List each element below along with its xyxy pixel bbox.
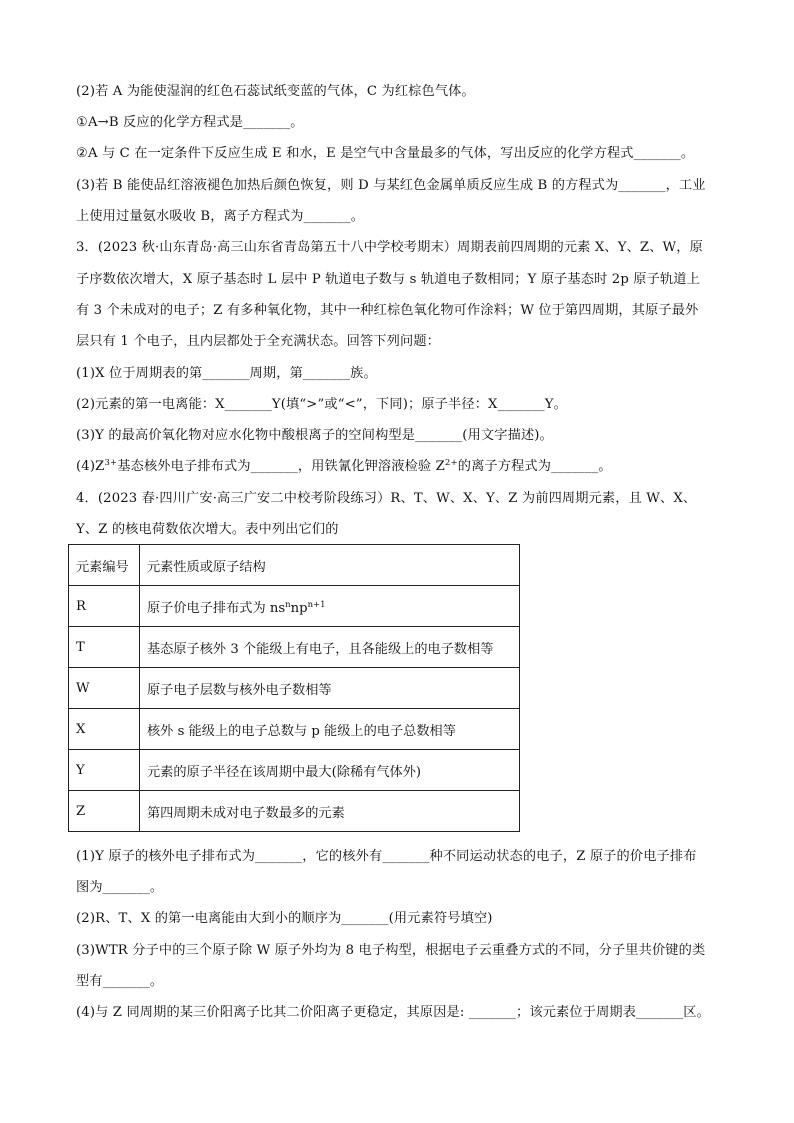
table-row — [69, 750, 520, 791]
question-3-stem-line3: 有 3 个未成对的电子；Z 有多种氧化物，其中一种红棕色氧化物可作涂料；W 位于第四周期，其原子最外 — [76, 303, 699, 318]
question-4-stem-line2: Y、Z 的核电荷数依次增大。表中列出它们的 — [76, 522, 339, 537]
element-id: Y — [69, 750, 140, 791]
r-sup-n-plus-1: n+1 — [307, 599, 326, 610]
element-property: 原子电子层数与核外电子数相等 — [140, 668, 520, 709]
part4-text-a: (4)Z — [76, 459, 105, 474]
element-id: R — [69, 586, 140, 627]
header-element-id: 元素编号 — [69, 545, 140, 586]
question-2-2-part1: ①A→B 反应的化学方程式是_______。 — [76, 115, 304, 130]
question-4-stem-line1: 4．(2023 春·四川广安·高三广安二中校考阶段练习）R、T、W、X、Y、Z 为前四周期元素，且 W、X、 — [76, 491, 697, 506]
table-row — [69, 791, 520, 832]
r-sup-n: n — [285, 599, 291, 610]
question-4-part3-line2: 型有_______。 — [76, 974, 164, 989]
element-property: 元素的原子半径在该周期中最大(除稀有气体外) — [140, 750, 520, 791]
element-id: W — [69, 668, 140, 709]
question-4-part2: (2)R、T、X 的第一电离能由大到小的顺序为_______(用元素符号填空) — [76, 911, 493, 926]
element-property — [140, 586, 520, 627]
element-property: 基态原子核外 3 个能级上有电子，且各能级上的电子数相等 — [140, 627, 520, 668]
question-3-stem-line2: 子序数依次增大，X 原子基态时 L 层中 P 轨道电子数与 s 轨道电子数相同；Y 原子基态时 2p 原子轨道上 — [76, 272, 700, 287]
part4-text-c: 的离子方程式为_______。 — [457, 459, 612, 474]
part4-text-b: 基态核外电子排布式为_______，用铁氰化钾溶液检验 Z — [117, 459, 445, 474]
question-2-3-line2: 上使用过量氨水吸收 B，离子方程式为_______。 — [76, 209, 365, 224]
element-id: T — [69, 627, 140, 668]
question-3-part3: (3)Y 的最高价氧化物对应水化物中酸根离子的空间构型是_______(用文字描述)。 — [76, 428, 553, 443]
element-id: X — [69, 709, 140, 750]
question-4-part3-line1: (3)WTR 分子中的三个原子除 W 原子外均为 8 电子构型，根据电子云重叠方式的不同，分子里共价键的类 — [76, 943, 706, 958]
question-3-part4 — [76, 458, 724, 476]
r-np: np — [290, 600, 308, 616]
question-3-stem-line4: 层只有 1 个电子，且内层都处于全充满状态。回答下列问题： — [76, 334, 440, 349]
question-2-3-line1: (3)若 B 能使品红溶液褪色加热后颜色恢复，则 D 与某红色金属单质反应生成 B 的方程式为_______，工业 — [76, 178, 706, 193]
question-4-part1-line2: 图为_______。 — [76, 880, 164, 895]
question-3-part1: (1)X 位于周期表的第_______周期，第_______族。 — [76, 366, 377, 381]
question-4-part1-line1: (1)Y 原子的核外电子排布式为_______，它的核外有_______种不同运动状态的电子，Z 原子的价电子排布 — [76, 849, 697, 864]
element-id: Z — [69, 791, 140, 832]
element-property: 核外 s 能级上的电子总数与 p 能级上的电子总数相等 — [140, 709, 520, 750]
table-row — [69, 709, 520, 750]
question-2-2-intro: (2)若 A 为能使湿润的红色石蕊试纸变蓝的气体，C 为红棕色气体。 — [76, 84, 475, 99]
question-3-part2: (2)元素的第一电离能：X_______Y(填“>”或“<”，下同)；原子半径：X_______Y。 — [76, 397, 567, 412]
table-row — [69, 668, 520, 709]
z3-superscript: 3+ — [104, 458, 118, 468]
z2-superscript: 2+ — [444, 458, 458, 468]
table-row — [69, 586, 520, 627]
question-4-part4: (4)与 Z 同周期的某三价阳离子比其二价阳离子更稳定，其原因是: _______；该元素位于周期表_______区。 — [76, 1005, 710, 1020]
question-3-stem-line1: 3．(2023 秋·山东青岛·高三山东省青岛第五十八中学校考期末）周期表前四周期的元素 X、Y、Z、W，原 — [76, 240, 703, 255]
table-row — [69, 627, 520, 668]
r-desc: 原子价电子排布式为 ns — [147, 600, 286, 616]
header-element-property: 元素性质或原子结构 — [140, 545, 520, 586]
element-table — [68, 544, 520, 832]
question-2-2-part2: ②A 与 C 在一定条件下反应生成 E 和水，E 是空气中含量最多的气体，写出反应的化学方程式_______。 — [76, 146, 695, 161]
element-property: 第四周期未成对电子数最多的元素 — [140, 791, 520, 832]
table-header-row — [69, 545, 520, 586]
